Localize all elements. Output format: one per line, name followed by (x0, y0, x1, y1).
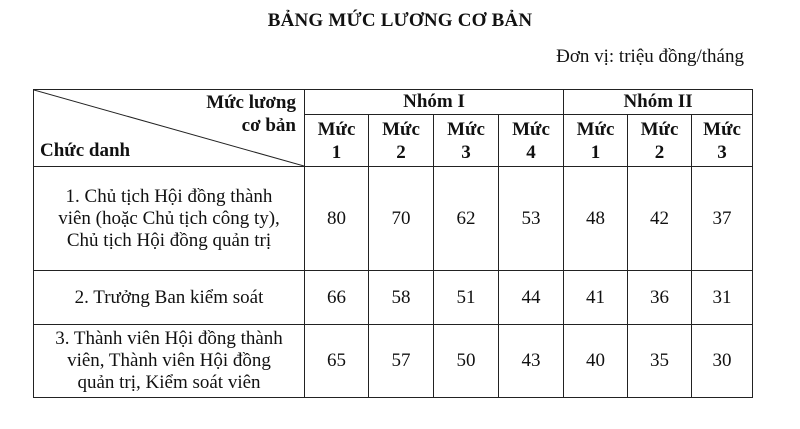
table-row (34, 167, 753, 271)
unit-note: Đơn vị: triệu đồng/tháng (556, 46, 744, 67)
salary-value-cell: 57 (369, 325, 434, 398)
salary-value-cell: 42 (628, 167, 692, 271)
document-title: BẢNG MỨC LƯƠNG CƠ BẢN (267, 10, 533, 31)
salary-value-cell: 53 (499, 167, 564, 271)
position-title-cell: 1. Chủ tịch Hội đồng thành viên (hoặc Chủ tịch công ty), Chủ tịch Hội đồng quản trị (34, 167, 305, 271)
salary-table (33, 89, 753, 398)
position-title-cell: 3. Thành viên Hội đồng thành viên, Thành viên Hội đồng quản trị, Kiểm soát viên (34, 325, 305, 398)
level-header: Mức 2 (628, 115, 692, 167)
salary-value-cell: 31 (692, 271, 753, 325)
salary-value-cell: 65 (305, 325, 369, 398)
level-header: Mức 4 (499, 115, 564, 167)
corner-bottom-label: Chức danh (40, 140, 131, 161)
salary-value-cell: 40 (564, 325, 628, 398)
salary-value-cell: 70 (369, 167, 434, 271)
level-header: Mức 3 (434, 115, 499, 167)
salary-value-cell: 66 (305, 271, 369, 325)
salary-value-cell: 62 (434, 167, 499, 271)
salary-value-cell: 43 (499, 325, 564, 398)
position-title-cell: 2. Trưởng Ban kiểm soát (34, 271, 305, 325)
table-row (34, 271, 753, 325)
salary-value-cell: 51 (434, 271, 499, 325)
salary-value-cell: 50 (434, 325, 499, 398)
group-header: Nhóm I (305, 90, 564, 115)
level-header: Mức 3 (692, 115, 753, 167)
group-header: Nhóm II (564, 90, 753, 115)
salary-value-cell: 58 (369, 271, 434, 325)
salary-value-cell: 48 (564, 167, 628, 271)
table-corner-header (34, 90, 305, 167)
salary-value-cell: 36 (628, 271, 692, 325)
salary-value-cell: 41 (564, 271, 628, 325)
corner-top-line2: cơ bản (241, 115, 296, 136)
level-header: Mức 2 (369, 115, 434, 167)
salary-value-cell: 30 (692, 325, 753, 398)
salary-value-cell: 44 (499, 271, 564, 325)
corner-top-label (206, 91, 296, 137)
corner-top-line1: Mức lương (206, 92, 296, 113)
table-row (34, 325, 753, 398)
level-header: Mức 1 (305, 115, 369, 167)
salary-value-cell: 80 (305, 167, 369, 271)
level-header: Mức 1 (564, 115, 628, 167)
salary-value-cell: 35 (628, 325, 692, 398)
salary-value-cell: 37 (692, 167, 753, 271)
